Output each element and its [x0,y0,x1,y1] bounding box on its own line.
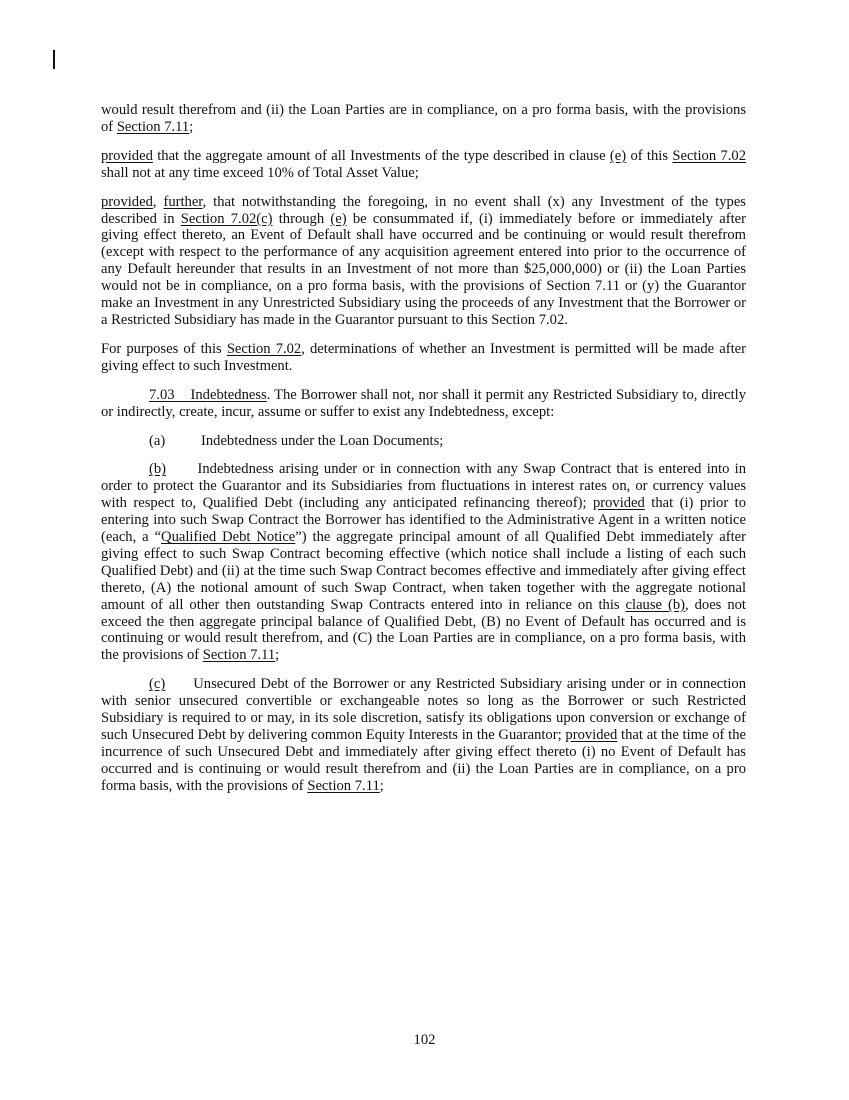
text-run: that at the time of the incurrence of such Unsecured Debt and immediately after giving effect thereto (i) no Event of Default has occurred and is continuing or would result therefrom and (ii) the Loan Parties are in compliance, on a pro forma basis, with the provisions of [101,727,746,794]
item-label: (a) [149,432,166,449]
underlined-text: Section 7.11 [116,118,190,135]
paragraph [101,102,746,136]
text-run: . The Borrower shall not, nor shall it permit any Restricted Subsidiary to, directly or indirectly, create, incur, assume or suffer to exist any Indebtedness, except: [101,386,746,420]
underlined-text: Section 7.02 [226,340,302,357]
paragraph [101,461,746,664]
list-item [101,433,746,450]
underlined-text: (b) [149,461,167,478]
text-run: Indebtedness under the Loan Documents; [201,432,444,449]
text-run: , [152,193,164,210]
paragraph [101,676,746,794]
paragraph [101,341,746,375]
underlined-text: Section 7.11 [202,647,276,664]
text-run: be consummated if, (i) immediately before or immediately after giving effect thereto, an Event of Default shall have occurred and be continuing or would result therefrom (except with respect to the performance of any acquisition agreement entered into prior to the occurrence of any Default hereunder that results in an Investment of not more than $25,000,000) or (ii) the Loan Parties would not be in compliance, on a pro forma basis, with the provisions of Section 7.11 or (y) the Guarantor make an Investment in any Unrestricted Subsidiary using the proceeds of any Investment that the Borrower or a Restricted Subsidiary has made in the Guarantor pursuant to this Section 7.02. [101,210,746,328]
underlined-text: further [163,193,203,210]
underlined-text: (c) [149,676,166,693]
paragraph [101,194,746,329]
underlined-text: (e) [609,147,627,164]
text-run: through [272,210,331,227]
underlined-text: Section 7.02 [672,147,747,164]
paragraph [101,387,746,421]
text-run: , determinations of whether an Investment is permitted will be made after giving effect to such Investment. [101,340,746,374]
text-run: Indebtedness arising under or in connection with any Swap Contract that is entered into in order to protect the Guarantor and its Subsidiaries from fluctuations in interest rates on, or currency values with respect to, Qualified Debt (including any anticipated refinancing thereof); [101,461,746,512]
text-run: ”) the aggregate principal amount of all Qualified Debt immediately after giving effect to such Swap Contract becoming effective (which notice shall include a listing of each such Qualified Debt) and (ii) at the time such Swap Contract becomes effective and immediately after giving effect thereto, (A) the notional amount of such Swap Contract, when taken together with the aggregate notional amount of all other then outstanding Swap Contracts entered into in reliance on this [101,529,746,613]
text-run: ; [379,777,384,794]
text-run: would result therefrom and (ii) the Loan Parties are in compliance, on a pro forma basis, with the provisions of [101,102,746,135]
document-body [101,102,746,807]
text-run: shall not at any time exceed 10% of Total Asset Value; [101,164,419,181]
text-run: ; [275,647,280,664]
page-number: 102 [413,1032,436,1048]
text-run: Unsecured Debt of the Borrower or any Restricted Subsidiary arising under or in connection with senior unsecured convertible or exchangeable notes so long as the Borrower or such Restricted Subsidiary is required to or may, in its sole discretion, satisfy its obligations upon conversion or exchange of such Unsecured Debt by delivering common Equity Interests in the Guarantor; [101,676,746,743]
underlined-text: provided [101,147,153,164]
underlined-text: provided [592,495,645,512]
text-run: , that notwithstanding the foregoing, in no event shall (x) any Investment of the types described in [101,193,746,227]
underlined-text: Section 7.02(c) [180,210,273,227]
underlined-text: 7.03 Indebtedness [149,386,267,403]
underlined-text: provided [565,727,618,743]
underlined-text: (e) [330,210,347,227]
text-cursor [53,50,55,69]
text-run: ; [189,118,194,135]
text-run: of this [626,147,673,164]
underlined-text: provided [101,193,153,210]
text-run: that (i) prior to entering into such Swap Contract the Borrower has identified to the Administrative Agent in a written notice (each, a “ [101,495,746,546]
paragraph [101,148,746,182]
text-run: , does not exceed the then aggregate principal balance of Qualified Debt, (B) no Event of Default has occurred and is continuing or would result therefrom, and (C) the Loan Parties are in compliance, on a pro forma basis, with the provisions of [101,596,746,664]
underlined-text: Section 7.11 [307,777,380,794]
text-run: For purposes of this [101,340,227,357]
underlined-text: clause (b) [625,596,685,613]
text-run: that the aggregate amount of all Investments of the type described in clause [152,147,610,164]
underlined-text: Qualified Debt Notice [161,529,296,546]
